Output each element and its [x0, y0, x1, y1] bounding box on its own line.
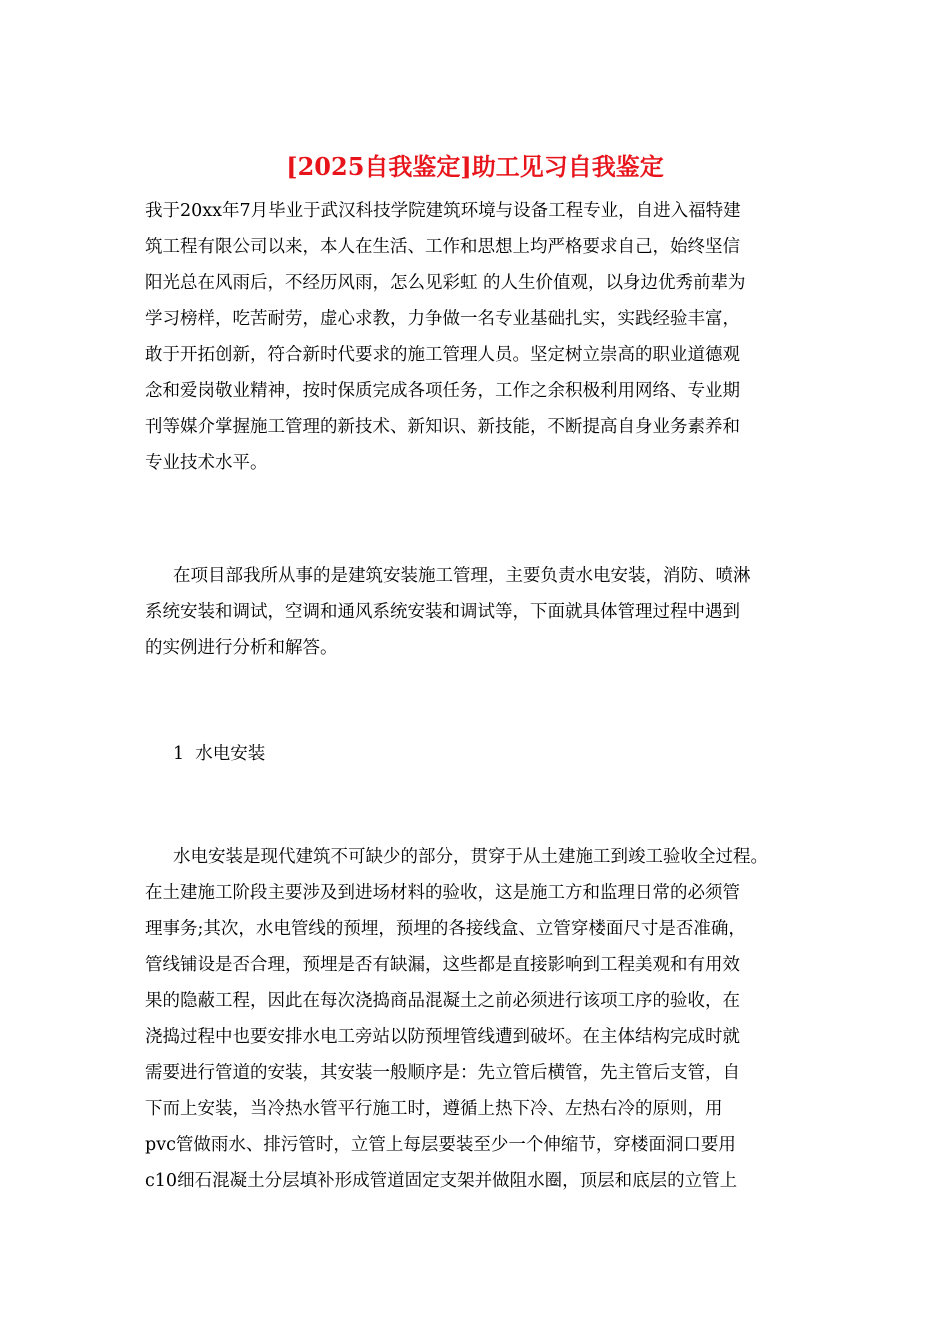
document-title: [2025自我鉴定]助工见习自我鉴定 — [286, 152, 664, 181]
paragraph-3-line: 果的隐蔽工程，因此在每次浇捣商品混凝土之前必须进行该项工序的验收，在 — [145, 991, 740, 1011]
paragraph-3-line: 理事务;其次，水电管线的预埋，预埋的各接线盒、立管穿楼面尺寸是否准确， — [145, 919, 746, 939]
paragraph-3-line: 水电安装是现代建筑不可缺少的部分，贯穿于从土建施工到竣工验收全过程。 — [173, 847, 768, 867]
paragraph-1-line: 阳光总在风雨后，不经历风雨，怎么见彩虹 的人生价值观，以身边优秀前辈为 — [145, 273, 746, 293]
paragraph-1-line: 筑工程有限公司以来，本人在生活、工作和思想上均严格要求自己，始终坚信 — [145, 237, 740, 257]
paragraph-1-line: 念和爱岗敬业精神，按时保质完成各项任务，工作之余积极利用网络、专业期 — [145, 381, 740, 401]
paragraph-3-line: 需要进行管道的安装，其安装一般顺序是：先立管后横管，先主管后支管，自 — [145, 1063, 740, 1083]
paragraph-3-line: 下而上安装，当冷热水管平行施工时，遵循上热下冷、左热右冷的原则，用 — [145, 1099, 723, 1119]
paragraph-1-line: 刊等媒介掌握施工管理的新技术、新知识、新技能，不断提高自身业务素养和 — [145, 417, 740, 437]
paragraph-2-line: 系统安装和调试，空调和通风系统安装和调试等，下面就具体管理过程中遇到 — [145, 602, 740, 622]
paragraph-1-line: 敢于开拓创新，符合新时代要求的施工管理人员。坚定树立崇高的职业道德观 — [145, 345, 740, 365]
paragraph-1-line: 专业技术水平。 — [145, 453, 268, 473]
paragraph-3-line: 在土建施工阶段主要涉及到进场材料的验收，这是施工方和监理日常的必须管 — [145, 883, 740, 903]
paragraph-3-line: pvc管做雨水、排污管时，立管上每层要装至少一个伸缩节，穿楼面洞口要用 — [145, 1135, 736, 1155]
paragraph-3-line: 浇捣过程中也要安排水电工旁站以防预埋管线遭到破坏。在主体结构完成时就 — [145, 1027, 740, 1047]
paragraph-2-line: 的实例进行分析和解答。 — [145, 638, 338, 658]
paragraph-2-line: 在项目部我所从事的是建筑安装施工管理，主要负责水电安装，消防、喷淋 — [173, 566, 751, 586]
paragraph-1-line: 我于20xx年7月毕业于武汉科技学院建筑环境与设备工程专业，自进入福特建 — [145, 201, 741, 221]
section-heading: 1 水电安装 — [173, 744, 266, 764]
paragraph-1-line: 学习榜样，吃苦耐劳，虚心求教，力争做一名专业基础扎实，实践经验丰富， — [145, 309, 740, 329]
paragraph-3-line: c10细石混凝土分层填补形成管道固定支架并做阻水圈，顶层和底层的立管上 — [145, 1171, 738, 1191]
paragraph-3-line: 管线铺设是否合理，预埋是否有缺漏，这些都是直接影响到工程美观和有用效 — [145, 955, 740, 975]
